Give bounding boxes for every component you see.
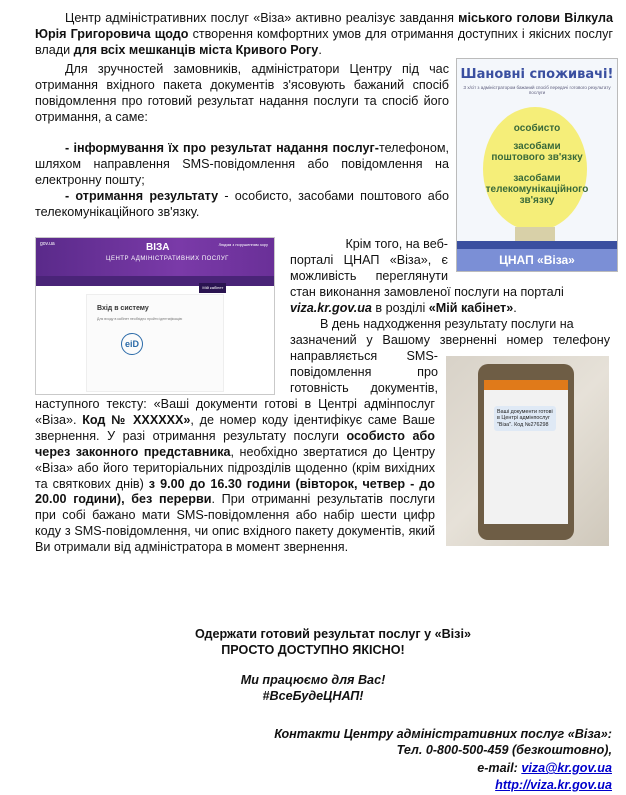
- phone-status-bar: [484, 380, 568, 390]
- site-nav-item: Мої Мобільні: [122, 285, 147, 290]
- portal-line-3: можливість переглянути: [290, 269, 448, 283]
- poster-band: ЦНАП «Віза»: [457, 249, 617, 271]
- sms-line-2: зазначений у Вашому зверненні номер телефону: [290, 333, 610, 347]
- site-login-box: [86, 294, 224, 392]
- contacts-phone: Тел. 0-800-500-459 (безкоштовно),: [396, 743, 612, 757]
- site-nav-item-cabinet: Мій кабінет: [199, 283, 226, 293]
- phone-screen: [484, 380, 568, 524]
- poster-title: Шановні споживачі!: [460, 67, 614, 82]
- closing-line-1: Одержати готовий результат послуг у «Візі»: [195, 627, 471, 641]
- poster-word-personal: особисто: [513, 123, 561, 134]
- site-accessibility: Людям з порушенням зору: [218, 242, 268, 247]
- site-link[interactable]: http://viza.kr.gov.ua: [495, 778, 612, 792]
- sms-line-3: направляється SMS-: [290, 349, 438, 363]
- portal-line-5: viza.kr.gov.ua в розділі «Мій кабінет».: [290, 301, 517, 315]
- site-logo: ВІЗА: [146, 242, 170, 253]
- poster-word-telecom: засобами телекомунікаційного зв'язку: [485, 173, 589, 206]
- site-nav-item: Про Центр: [42, 285, 62, 290]
- site-nav-item: Новини: [97, 285, 112, 290]
- poster-image: [456, 58, 618, 272]
- portal-line-4: стан виконання замовленої послуги на порталі: [290, 285, 564, 299]
- site-gov-logo: gov.ua: [40, 241, 55, 247]
- site-nav-item: Зворотній зв'язок: [156, 285, 189, 290]
- notify-paragraph: Для зручностей замовників, адміністратори Центру під час отримання вхідного пакета документів з'ясовують бажаний спосіб повідомлення про готовий результат надання послуги та спосіб його отримання, а саме:: [35, 62, 449, 124]
- sms-paragraph: наступного тексту: «Ваші документи готові в Центрі адмінпослуг «Віза». Код № ХХХХХХ», де номер коду ідентифікує саме Ваше звернення. У разі отримання результату послуги особисто або через законного представника, необхідно звертатися до Центру «Віза» або його територіальних підрозділів щоденно (крім вихідних та святкових днів) з 9.00 до 16.30 години (вівторок, четвер - до 20.00 години), без перерви. При отриманні результатів послуги при собі бажано мати SMS-повідомлення або набір шести цифр коду з SMS-повідомлення, чи опис вхідного пакету документів, який Ви отримали від адміністратора в момент звернення.: [35, 397, 435, 555]
- portal-line-2: порталі ЦНАП «Віза», є: [290, 253, 448, 267]
- poster-subtitle: З х/сіт з адміністратором бажаний спосіб передачі готового результату послуги: [463, 85, 611, 95]
- site-header: [36, 238, 274, 276]
- site-nav: [36, 276, 274, 290]
- closing-line-3: Ми працюємо для Вас!: [240, 673, 386, 687]
- receive-paragraph: - отримання результату - особисто, засобами поштового або телекомунікаційного зв'язку.: [35, 189, 449, 219]
- intro-paragraph: Центр адміністративних послуг «Віза» активно реалізує завдання міського голови Вілкула Юрія Григоровича щодо створення комфортних умов для отримання доступних і якісних послуг влади для всіх мешканців міста Кривого Рогу.: [35, 11, 614, 57]
- sms-bubble: Ваші документи готові в Центрі адмінпослуг "Віза". Код №276298: [494, 406, 556, 431]
- site-login-subtitle: Для входу в кабінет необхідно пройти ідентифікацію: [97, 317, 183, 321]
- contacts-email: e-mail: viza@kr.gov.ua: [477, 761, 612, 775]
- notify-phone-paragraph: - інформування їх про результат надання послуг-телефоном, шляхом направлення SMS-повідомлення або повідомлення на електронну пошту;: [35, 141, 449, 187]
- phone-photo: [446, 356, 609, 546]
- closing-line-4: #ВсеБудеЦНАП!: [262, 689, 364, 703]
- poster-ribbon: [457, 241, 617, 249]
- contacts-title: Контакти Центру адміністративних послуг «Віза»:: [274, 727, 612, 741]
- sms-line-5: готовність документів,: [290, 381, 438, 395]
- poster-word-postal: засобами поштового зв'язку: [491, 141, 583, 163]
- closing-line-2: ПРОСТО ДОСТУПНО ЯКІСНО!: [221, 643, 405, 657]
- contacts-site: [495, 777, 612, 793]
- site-login-title: Вхід в систему: [97, 305, 149, 312]
- portal-paragraph: Крім того, на веб-: [345, 237, 448, 251]
- site-nav-item: Послуги: [72, 285, 88, 290]
- sms-line-4: повідомлення про: [290, 365, 438, 379]
- sms-line-1: В день надходження результату послуги на: [320, 317, 574, 331]
- eid-icon: eiD: [121, 333, 143, 355]
- website-screenshot: [35, 237, 275, 395]
- site-caption: ЦЕНТР АДМІНІСТРАТИВНИХ ПОСЛУГ: [106, 256, 229, 262]
- email-link[interactable]: viza@kr.gov.ua: [521, 761, 612, 775]
